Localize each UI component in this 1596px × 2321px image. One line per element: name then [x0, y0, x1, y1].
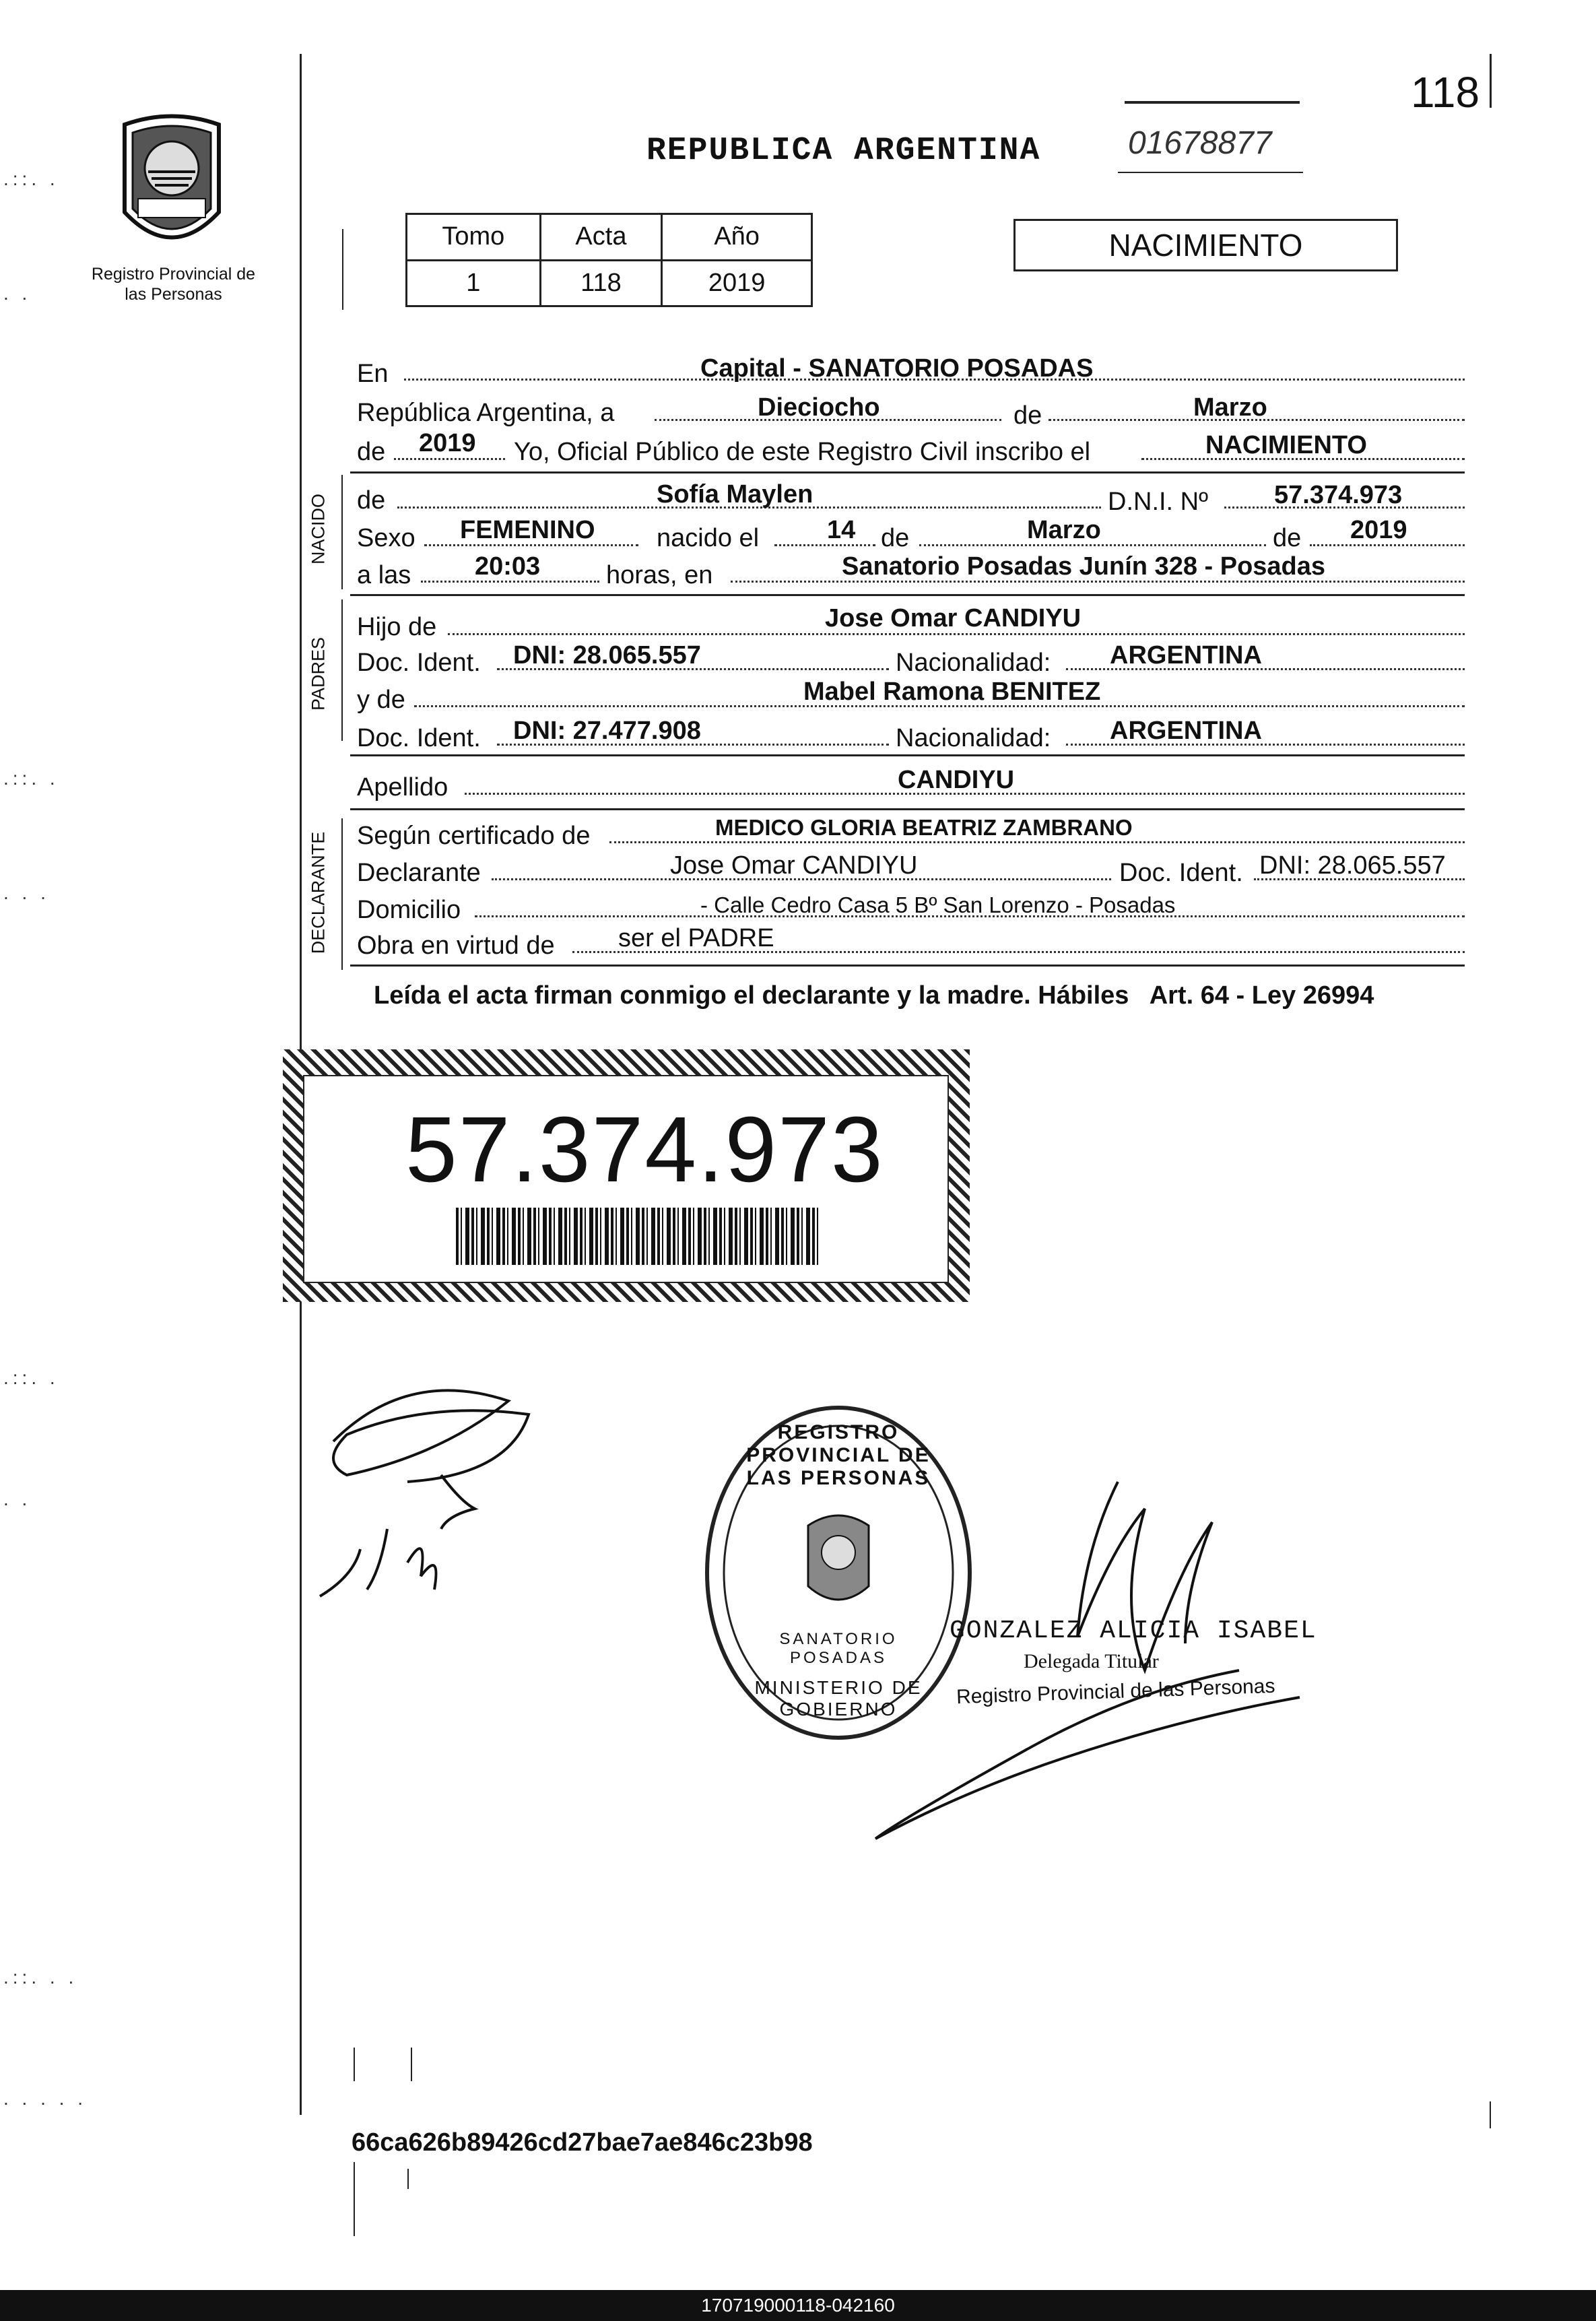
- de-label: de: [357, 438, 386, 466]
- serial-top-rule: [1125, 101, 1300, 104]
- en-label: En: [357, 360, 389, 388]
- dni-label-inner: [303, 1075, 949, 1283]
- birth-year: 2019: [1350, 516, 1407, 544]
- de-label: de: [1273, 524, 1302, 552]
- dot-leader: [394, 458, 505, 460]
- dni-label: D.N.I. Nº: [1108, 488, 1208, 516]
- book-header-tomo: Tomo: [407, 214, 541, 261]
- book-value-acta: 118: [540, 260, 662, 306]
- section-bracket: [341, 599, 343, 741]
- seal-bottom-text: MINISTERIO DE GOBIERNO: [754, 1677, 923, 1720]
- seal-inner-text: SANATORIO POSADAS: [779, 1630, 898, 1667]
- nacido-el-label: nacido el: [657, 524, 760, 552]
- a-las-label: a las: [357, 561, 411, 589]
- barcode: [456, 1208, 820, 1265]
- child-sex: FEMENINO: [460, 516, 595, 544]
- province-logo: [111, 111, 232, 256]
- de-label: de: [881, 524, 910, 552]
- birth-place: Sanatorio Posadas Junín 328 - Posadas: [842, 552, 1326, 581]
- margin-mark: .::. .: [3, 168, 59, 189]
- serial-underline: [1118, 172, 1303, 173]
- y-de-label: y de: [357, 686, 405, 714]
- section-rule: [350, 471, 1465, 473]
- margin-mark: .::. .: [3, 768, 59, 789]
- mother-nationality: ARGENTINA: [1110, 717, 1262, 745]
- child-dni: 57.374.973: [1274, 481, 1403, 509]
- section-rule: [350, 965, 1465, 967]
- obra-label: Obra en virtud de: [357, 931, 555, 960]
- record-month: Marzo: [1193, 393, 1267, 422]
- dot-leader: [448, 633, 1465, 635]
- certificado-value: MEDICO GLORIA BEATRIZ ZAMBRANO: [715, 815, 1133, 840]
- act-type-box: [1013, 219, 1398, 271]
- horas-label: horas, en: [606, 561, 713, 589]
- margin-mark: . . . . .: [3, 2088, 88, 2109]
- nacionalidad-label: Nacionalidad:: [896, 649, 1051, 677]
- section-label-declarante: DECLARANTE: [308, 831, 329, 954]
- book-header-anio: Año: [662, 214, 812, 261]
- book-value-tomo: 1: [407, 260, 541, 306]
- section-rule: [350, 594, 1465, 596]
- declarante-doc: DNI: 28.065.557: [1259, 851, 1446, 880]
- act-type: NACIMIENTO: [1108, 228, 1303, 263]
- de-label: de: [1013, 401, 1042, 430]
- book-header-acta: Acta: [540, 214, 662, 261]
- dni-label-number: 57.374.973: [405, 1098, 884, 1202]
- declarante-label: Declarante: [357, 859, 481, 887]
- province-seal-icon: [111, 111, 232, 256]
- mother-doc: DNI: 27.477.908: [513, 717, 701, 745]
- doc-ident-label: Doc. Ident.: [357, 649, 481, 677]
- inscribe-value: NACIMIENTO: [1205, 431, 1367, 459]
- book-table: [405, 213, 813, 307]
- nacido-de-label: de: [357, 486, 386, 515]
- record-year: 2019: [419, 429, 476, 457]
- dni-label-box: [283, 1049, 970, 1302]
- margin-mark: .::. .: [3, 1367, 59, 1388]
- margin-mark: .::. . .: [3, 1967, 78, 1988]
- doc-ident-label: Doc. Ident.: [357, 724, 481, 752]
- official-name: GONZALEZ ALICIA ISABEL: [950, 1616, 1317, 1645]
- section-rule: [350, 754, 1465, 756]
- inner-rule: [342, 229, 343, 310]
- domicilio-value: - Calle Cedro Casa 5 Bº San Lorenzo - Posadas: [700, 892, 1176, 917]
- birth-month: Marzo: [1027, 516, 1101, 544]
- sexo-label: Sexo: [357, 524, 415, 552]
- seal-ring-text: REGISTRO PROVINCIAL DE LAS PERSONAS: [746, 1421, 931, 1489]
- section-label-nacido: NACIDO: [308, 494, 329, 565]
- margin-mark: . .: [3, 1489, 32, 1509]
- declarante-name: Jose Omar CANDIYU: [670, 851, 918, 880]
- footer-bar: [0, 2290, 1596, 2321]
- section-bracket: [341, 475, 343, 589]
- section-bracket: [341, 818, 343, 970]
- section-label-padres: PADRES: [308, 636, 329, 711]
- birth-time: 20:03: [475, 552, 541, 581]
- official-title: Delegada Titular: [1024, 1650, 1159, 1672]
- nacionalidad-label: Nacionalidad:: [896, 724, 1051, 752]
- record-place: Capital - SANATORIO POSADAS: [700, 354, 1094, 383]
- registry-name: Registro Provincial de las Personas: [91, 265, 256, 304]
- domicilio-label: Domicilio: [357, 896, 461, 924]
- margin-line-fragment: [407, 2169, 409, 2189]
- record-day: Dieciocho: [758, 393, 880, 422]
- apellido-value: CANDIYU: [898, 766, 1015, 794]
- margin-line-fragment: [411, 2048, 412, 2081]
- serial-number: 01678877: [1128, 125, 1272, 161]
- section-rule: [350, 808, 1465, 810]
- father-nationality: ARGENTINA: [1110, 641, 1262, 669]
- inscribe-text: Yo, Oficial Público de este Registro Civil inscribo el: [514, 438, 1091, 466]
- document-hash: 66ca626b89426cd27bae7ae846c23b98: [352, 2128, 813, 2157]
- hijo-de-label: Hijo de: [357, 613, 437, 641]
- birth-day: 14: [827, 516, 856, 544]
- mother-name: Mabel Ramona BENITEZ: [803, 678, 1101, 706]
- closing-text: Leída el acta firman conmigo el declarante y la madre. Hábiles Art. 64 - Ley 26994: [374, 981, 1374, 1010]
- certificado-label: Según certificado de: [357, 822, 591, 850]
- father-doc: DNI: 28.065.557: [513, 641, 701, 669]
- right-margin-line: [1490, 54, 1492, 108]
- republica-label: República Argentina, a: [357, 399, 615, 427]
- book-value-anio: 2019: [662, 260, 812, 306]
- country-title: REPUBLICA ARGENTINA: [646, 133, 1041, 169]
- declarant-signature: [306, 1374, 589, 1603]
- margin-mark: . . .: [3, 882, 50, 903]
- child-name: Sofía Maylen: [657, 480, 813, 509]
- official-org: Registro Provincial de las Personas: [956, 1674, 1275, 1709]
- dot-leader: [609, 841, 1465, 843]
- margin-line-fragment: [354, 2048, 355, 2081]
- margin-line-fragment: [354, 2162, 355, 2236]
- apellido-label: Apellido: [357, 773, 448, 802]
- page-number: 118: [1411, 68, 1480, 117]
- dot-leader: [774, 544, 875, 546]
- right-margin-line: [1490, 2101, 1491, 2128]
- footer-code: 170719000118-042160: [701, 2295, 895, 2316]
- doc-ident-label: Doc. Ident.: [1119, 859, 1243, 887]
- margin-mark: . .: [3, 283, 32, 304]
- obra-value: ser el PADRE: [618, 924, 774, 952]
- father-name: Jose Omar CANDIYU: [825, 604, 1082, 632]
